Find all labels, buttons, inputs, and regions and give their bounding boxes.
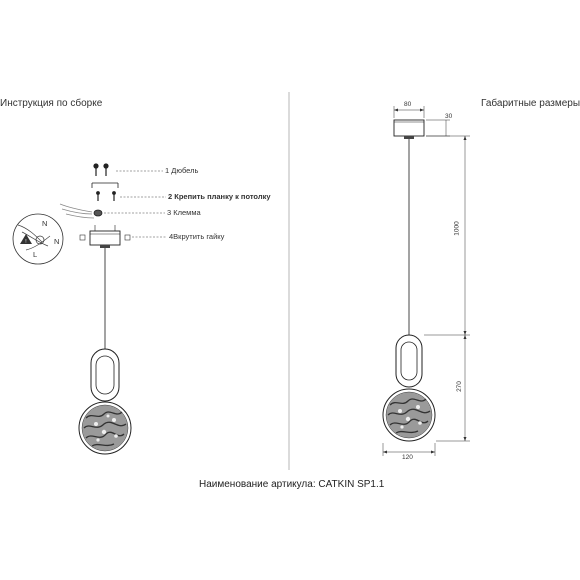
dim-pendant-width: 120 <box>402 454 413 461</box>
step-4-label: 4Вкрутить гайку <box>169 232 225 241</box>
terminal-block <box>94 210 102 216</box>
dimensions-title: Габаритные размеры <box>481 98 580 109</box>
step-3-label: 3 Клемма <box>167 208 201 217</box>
pendant-disc <box>79 402 131 454</box>
svg-text:!: ! <box>25 239 27 245</box>
dim-canopy <box>394 120 424 136</box>
dowel-icons <box>94 164 108 176</box>
article-name: Наименование артикула: CATKIN SP1.1 <box>199 479 385 490</box>
step-1-label: 1 Дюбель <box>165 166 199 175</box>
supply-wires <box>60 204 94 218</box>
dim-disc <box>383 389 435 441</box>
dim-cord-length: 1000 <box>453 221 461 236</box>
step-2-label: 2 Крепить планку к потолку <box>168 192 271 201</box>
nut-left <box>80 235 85 240</box>
wire-label-n-top: N <box>42 219 48 228</box>
dim-canopy-height: 30 <box>445 113 453 120</box>
wire-label-n-right: N <box>54 237 60 246</box>
mounting-plate <box>92 183 118 188</box>
dim-pendant-height: 270 <box>455 381 463 392</box>
wire-label-l: L <box>33 250 38 259</box>
dim-canopy-width: 80 <box>404 101 412 108</box>
screw-icons <box>97 192 116 201</box>
nut-right <box>125 235 130 240</box>
canopy <box>90 231 120 245</box>
assembly-instructions-title: Инструкция по сборке <box>0 98 103 109</box>
